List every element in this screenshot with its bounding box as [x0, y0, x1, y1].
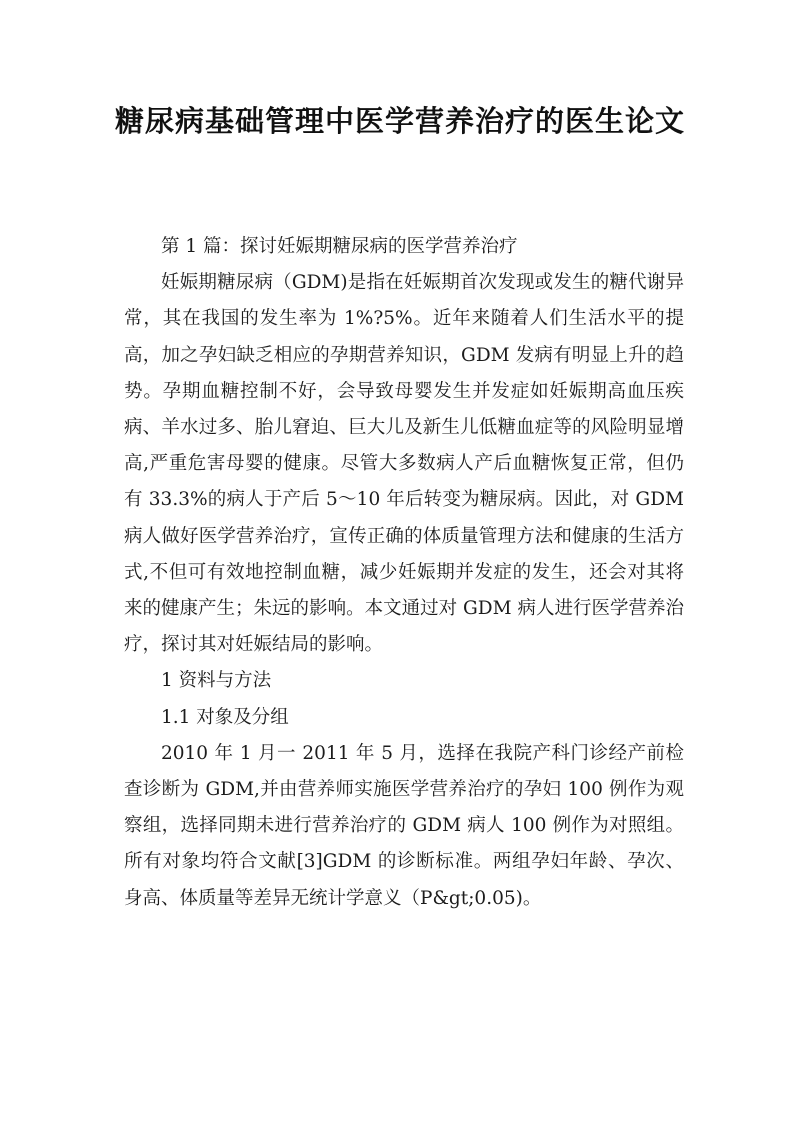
section-heading-part-1: 第 1 篇：探讨妊娠期糖尿病的医学营养治疗	[161, 236, 518, 257]
subsection-heading-subjects-groups: 1.1 对象及分组	[161, 706, 289, 728]
paragraph-subjects: 2010 年 1 月一 2011 年 5 月，选择在我院产科门诊经产前检查诊断为 GDM,并由营养师实施医学营养治疗的孕妇 100 例作为观察组，选择同期未进行营养治疗的 GDM 病人 100 例作为对照组。所有对象均符合文献[3]GDM 的诊断标准。两组孕妇年龄、孕次、身高、体质量等差异无统计学意义（P&gt;0.05)。	[124, 742, 684, 909]
paragraph-intro: 妊娠期糖尿病（GDM)是指在妊娠期首次发现或发生的糖代谢异常，其在我国的发生率为 1%?5%。近年来随着人们生活水平的提高，加之孕妇缺乏相应的孕期营养知识，GDM 发病有明显上升的趋势。孕期血糖控制不好，会导致母婴发生并发症如妊娠期高血压疾病、羊水过多、胎儿窘迫、巨大儿及新生儿低糖血症等的风险明显增高,严重危害母婴的健康。尽管大多数病人产后血糖恢复正常，但仍有 33.3%的病人于产后 5～10 年后转变为糖尿病。因此，对 GDM 病人做好医学营养治疗，宣传正确的体质量管理方法和健康的生活方式,不但可有效地控制血糖，减少妊娠期并发症的发生，还会对其将来的健康产生；朱远的影响。本文通过对 GDM 病人进行医学营养治疗，探讨其对妊娠结局的影响。	[124, 272, 684, 656]
document-title: 糖尿病基础管理中医学营养治疗的医生论文	[114, 104, 685, 138]
section-heading-materials-methods: 1 资料与方法	[161, 670, 272, 692]
document-body	[124, 229, 684, 917]
